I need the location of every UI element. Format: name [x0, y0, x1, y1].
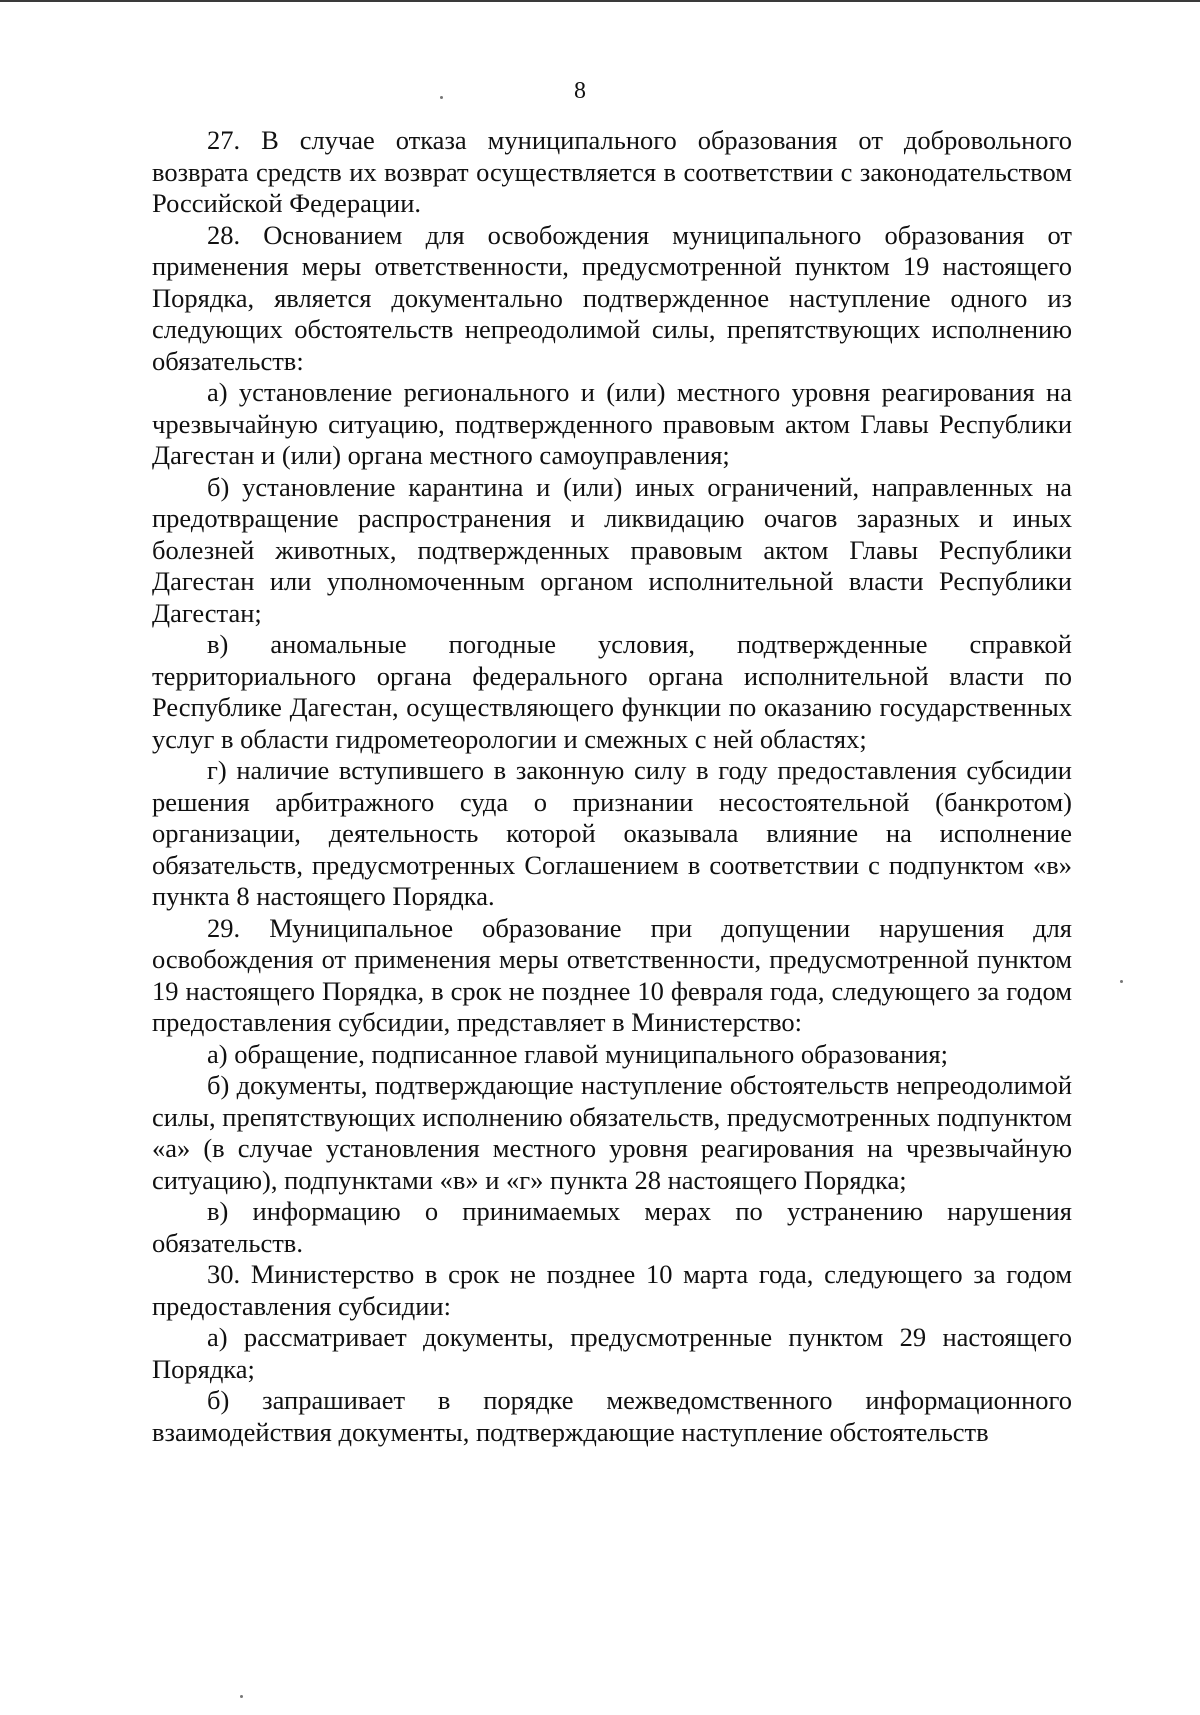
- scan-top-edge: [0, 0, 1200, 2]
- scan-speck: [240, 1695, 243, 1698]
- scan-speck: [1120, 980, 1123, 983]
- paragraph-30-a: а) рассматривает документы, предусмотренные пунктом 29 настоящего Порядка;: [152, 1322, 1072, 1384]
- document-body: [152, 125, 1072, 1448]
- paragraph-29-b: б) документы, подтверждающие наступление обстоятельств непреодолимой силы, препятствующих исполнению обязательств, предусмотренных подпунктом «а» (в случае установления местного уровня реагирования на чрезвычайную ситуацию), подпунктами «в» и «г» пункта 28 настоящего Порядка;: [152, 1070, 1072, 1195]
- scan-speck: [440, 96, 443, 99]
- paragraph-30: 30. Министерство в срок не позднее 10 марта года, следующего за годом предоставления субсидии:: [152, 1259, 1072, 1321]
- paragraph-29-v: в) информацию о принимаемых мерах по устранению нарушения обязательств.: [152, 1196, 1072, 1258]
- paragraph-28: 28. Основанием для освобождения муниципального образования от применения меры ответственности, предусмотренной пунктом 19 настоящего Порядка, является документально подтвержденное наступление одного из следующих обстоятельств непреодолимой силы, препятствующих исполнению обязательств:: [152, 219, 1072, 376]
- paragraph-28-v: в) аномальные погодные условия, подтвержденные справкой территориального органа федерального органа исполнительной власти по Республике Дагестан, осуществляющего функции по оказанию государственных услуг в области гидрометеорологии и смежных с ней областях;: [152, 629, 1072, 754]
- page-number: 8: [574, 78, 586, 104]
- paragraph-27: 27. В случае отказа муниципального образования от добровольного возврата средств их возврат осуществляется в соответствии с законодательством Российской Федерации.: [152, 125, 1072, 218]
- paragraph-29: 29. Муниципальное образование при допущении нарушения для освобождения от применения меры ответственности, предусмотренной пунктом 19 настоящего Порядка, в срок не позднее 10 февраля года, следующего за годом предоставления субсидии, представляет в Министерство:: [152, 912, 1072, 1037]
- paragraph-29-a: а) обращение, подписанное главой муниципального образования;: [207, 1038, 948, 1069]
- paragraph-28-b: б) установление карантина и (или) иных ограничений, направленных на предотвращение распространения и ликвидацию очагов заразных и иных болезней животных, подтвержденных правовым актом Главы Республики Дагестан или уполномоченным органом исполнительной власти Республики Дагестан;: [152, 471, 1072, 628]
- paragraph-30-b: б) запрашивает в порядке межведомственного информационного взаимодействия документы, подтверждающие наступление обстоятельств: [152, 1385, 1072, 1447]
- paragraph-28-g: г) наличие вступившего в законную силу в году предоставления субсидии решения арбитражного суда о признании несостоятельной (банкротом) организации, деятельность которой оказывала влияние на исполнение обязательств, предусмотренных Соглашением в соответствии с подпунктом «в» пункта 8 настоящего Порядка.: [152, 755, 1072, 911]
- paragraph-28-a: а) установление регионального и (или) местного уровня реагирования на чрезвычайную ситуацию, подтвержденного правовым актом Главы Республики Дагестан и (или) органа местного самоуправления;: [152, 377, 1072, 470]
